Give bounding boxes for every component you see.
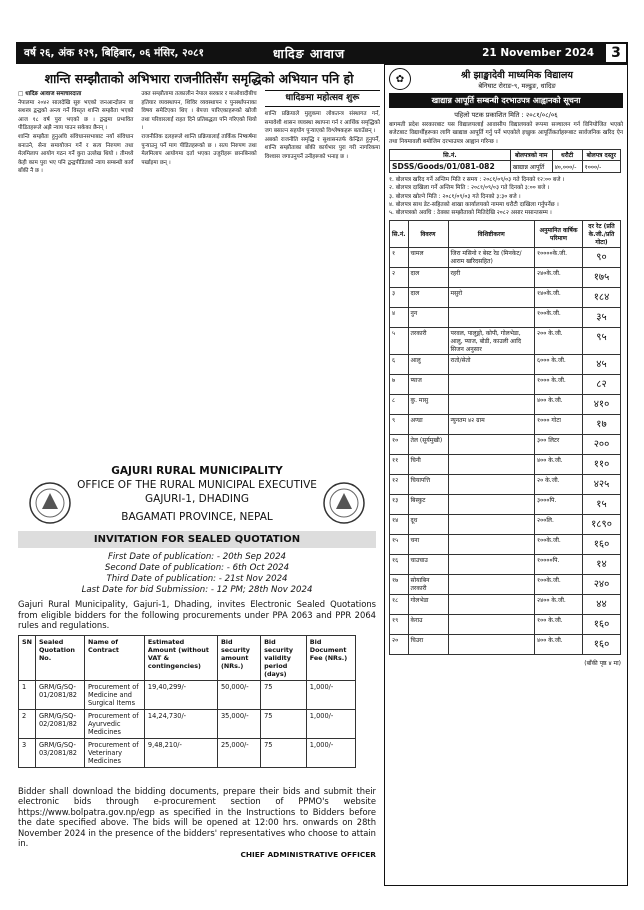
table-cell: परवल, पालुङ्गो, कोपी, गोलभेडा, आलु, प्याज, बोडी, काउली आदि सिजन अनुसार: [448, 328, 535, 355]
table-row: [390, 575, 621, 595]
table-cell: ११०: [583, 455, 621, 475]
masthead: [16, 42, 628, 64]
table-cell: १४: [583, 555, 621, 575]
table-cell: [448, 395, 535, 415]
table-cell: रहरी: [448, 268, 535, 288]
column-header: बोलपत्रको नाम: [510, 150, 552, 161]
table-cell: चियापत्ति: [408, 475, 448, 495]
table-cell: 3: [19, 738, 36, 767]
table-row: [19, 738, 356, 767]
table-cell: १७५: [583, 268, 621, 288]
table-cell: प्याज: [408, 375, 448, 395]
table-cell: २४०: [583, 575, 621, 595]
table-cell: १२: [390, 475, 409, 495]
table-row: [390, 475, 621, 495]
article-paragraph: उक्त सम्झौतामा तत्कालीन नेपाल सरकार र माओवादीबीच हतियार व्यवस्थापन, शिविर व्यवस्थापन र पुनर्स्थापनाका विषय समेटिएका थिए । बेपत्ता पारिएकाहरूको खोजी तथा परिवारलाई राहत दिने प्रतिबद्धता पनि गरिएको थियो ।: [141, 91, 257, 132]
items-table: [389, 220, 621, 655]
table-row: [390, 161, 621, 173]
table-cell: ३: [390, 288, 409, 308]
table-cell: [448, 308, 535, 328]
page-number: 3: [604, 42, 628, 64]
table-cell: दाल: [408, 268, 448, 288]
municipality-name: GAJURI RURAL MUNICIPALITY: [111, 465, 283, 477]
table-cell: १६०: [583, 635, 621, 655]
table-cell: Procurement of Medicine and Surgical Items: [85, 680, 145, 709]
article-dateline: □ धादिङ आवाज समाचारदाता: [18, 91, 82, 97]
festival-subheadline: धादिङमा महोत्सव शुरू: [265, 90, 380, 107]
english-date: 21 November 2024: [482, 47, 594, 59]
table-cell: [448, 435, 535, 455]
table-cell: १५: [583, 495, 621, 515]
quotation-table: [18, 635, 356, 768]
column-header: Bid Document Fee (NRs.): [306, 635, 355, 680]
table-cell: केराउ: [408, 615, 448, 635]
column-header: धरौटी: [552, 150, 582, 161]
article-paragraph: शान्ति प्रक्रियाले मुलुकमा लोकतन्त्र संस्थागत गर्न, समावेशी शासन व्यवस्था स्थापना गर्न र आर्थिक समृद्धिको जग बसाल्न सहयोग पुर्‍याएको विश्लेषकहरू बताउँछन् ।: [264, 111, 380, 135]
table-cell: सोयाबिन तरकारी: [408, 575, 448, 595]
table-row: [390, 308, 621, 328]
table-row: [390, 555, 621, 575]
table-row: [390, 515, 621, 535]
table-row: [390, 328, 621, 355]
table-cell: [448, 555, 535, 575]
table-cell: [448, 375, 535, 395]
table-cell: १८४: [583, 288, 621, 308]
table-cell: [448, 595, 535, 615]
article-paragraph: नेपालमा २०४२ सालदेखि सुरु भएको जनआन्दोलन वा सशस्त्र द्वन्द्वको अन्त्य गर्ने विस्तृत शान्ति सम्झौता भएको आज १८ वर्ष पुरा भएको छ । द्वन्द्वमा प्रभावित पीडितहरूले अझै न्याय पाउन सकेका छैनन् ।: [18, 99, 134, 132]
table-cell: 1,000/-: [306, 709, 355, 738]
table-row: [390, 395, 621, 415]
province-address: BAGAMATI PROVINCE, NEPAL: [121, 511, 273, 523]
table-cell: रातो/सेतो: [448, 355, 535, 375]
column-header: Bid security amount (NRs.): [217, 635, 260, 680]
table-cell: अण्डा: [408, 415, 448, 435]
article-paragraph: राजनीतिक दलहरूले शान्ति प्रक्रियालाई तार्किक निष्कर्षमा पुर्‍याउनु पर्ने माग पीडितहरूको छ । सत्य निरुपण तथा मेलमिलाप आयोगमा दर्ता भएका उजुरीहरू छानबिनको पर्खाइमा छन् ।: [141, 133, 257, 166]
publication-dates: [18, 552, 376, 596]
table-cell: ७: [390, 375, 409, 395]
table-row: [19, 709, 356, 738]
issue-info: वर्ष २६, अंक १२९, बिहिबार, ०६ मंसिर, २०८१: [24, 47, 205, 59]
table-cell: २: [390, 268, 409, 288]
column-header: Name of Contract: [85, 635, 145, 680]
table-cell: १०: [390, 435, 409, 455]
invitation-title: INVITATION FOR SEALED QUOTATION: [18, 531, 376, 548]
table-cell: ४०० के.जी.: [535, 635, 583, 655]
table-row: [390, 268, 621, 288]
table-cell: ४२५: [583, 475, 621, 495]
table-row: [390, 248, 621, 268]
table-row: [390, 455, 621, 475]
table-cell: चामल: [408, 248, 448, 268]
table-cell: गोलभेडा: [408, 595, 448, 615]
table-cell: २००: [583, 435, 621, 455]
table-cell: १००० गोटा: [535, 415, 583, 435]
table-cell: २० के.जी.: [535, 475, 583, 495]
table-cell: ४१०: [583, 395, 621, 415]
column-header: विवरण: [408, 221, 448, 248]
table-cell: जिरा मसिनो र बेस्ट रेड (मिनकेट/आराम खरिदसहित): [448, 248, 535, 268]
table-cell: न्युनतम ४२ ग्राम: [448, 415, 535, 435]
table-cell: चाउचाउ: [408, 555, 448, 575]
list-item: ५. बोलपत्रको अवधि : ठेक्का सम्झौताको मितिदेखि २०८२ असार मसान्तसम्म ।: [389, 210, 552, 217]
table-cell: नुन: [408, 308, 448, 328]
table-cell: १०००/-: [582, 161, 620, 173]
table-cell: ४०,०००/-: [552, 161, 582, 173]
nepal-emblem-icon: [28, 481, 72, 525]
table-header-row: [390, 150, 621, 161]
table-cell: १००००पि.: [535, 555, 583, 575]
table-cell: 2: [19, 709, 36, 738]
nepal-emblem-icon: [322, 481, 366, 525]
table-cell: 9,48,210/-: [144, 738, 217, 767]
column-header: सि.नं.: [390, 150, 511, 161]
table-cell: दूध: [408, 515, 448, 535]
table-cell: 75: [261, 709, 307, 738]
table-cell: १७: [583, 415, 621, 435]
table-cell: २०: [390, 635, 409, 655]
table-cell: १८९०: [583, 515, 621, 535]
table-cell: बिस्कुट: [408, 495, 448, 515]
article-paragraph: शान्ति सम्झौता हुनुअघि संविधानसभाबाट नयाँ संविधान बनाउने, सेना समायोजन गर्ने र सत्य निरुपण तथा मेलमिलाप आयोग गठन गर्ने कुरा उल्लेख थियो । तीमध्ये केही काम पुरा भए पनि द्वन्द्वपीडितको न्याय सम्बन्धी कार्य बाँकी नै छ ।: [18, 133, 134, 175]
school-header: [385, 65, 627, 90]
table-cell: ४: [390, 308, 409, 328]
table-cell: GRM/G/SQ-02/2081/82: [35, 709, 84, 738]
table-cell: ८: [390, 395, 409, 415]
column-header: अनुमानित वार्षिक परिमाण: [535, 221, 583, 248]
table-cell: दाल: [408, 288, 448, 308]
table-cell: ४०० के.जी.: [535, 395, 583, 415]
date-line: Last Date for bid Submission: - 12 PM; 28th Nov 2024: [81, 585, 313, 595]
continued-note: (बाँकी पृष्ठ ४ मा): [584, 660, 621, 668]
column-header: विशिष्टीकरण: [448, 221, 535, 248]
table-cell: GRM/G/SQ-03/2081/82: [35, 738, 84, 767]
article-body: [18, 90, 380, 456]
table-cell: ४४: [583, 595, 621, 615]
article-paragraph: अबको राजनीति समृद्धि र सुशासनतर्फ केन्द्रित हुनुपर्ने, शान्ति सम्झौताका बाँकी कार्यभार पुरा गरी नागरिकमा विश्वास जगाउनुपर्ने उनीहरूको भनाइ छ ।: [264, 136, 380, 160]
table-cell: ३५: [583, 308, 621, 328]
table-cell: १०० के.जी.: [535, 615, 583, 635]
table-row: [390, 535, 621, 555]
date-line: Second Date of publication: - 6th Oct 2024: [104, 563, 290, 573]
signatory-title: CHIEF ADMINISTRATIVE OFFICER: [240, 850, 376, 860]
column-header: बोलपत्र दस्तुर: [582, 150, 620, 161]
table-cell: ९५: [583, 328, 621, 355]
publication-date: पहिलो पटक प्रकाशित मिति : २०८१/०८/०६: [454, 111, 558, 119]
table-cell: 14,24,730/-: [144, 709, 217, 738]
table-cell: [448, 495, 535, 515]
table-cell: तरकारी: [408, 328, 448, 355]
table-cell: १५: [390, 535, 409, 555]
table-cell: ८२: [583, 375, 621, 395]
table-cell: 1,000/-: [306, 738, 355, 767]
table-cell: SDSS/Goods/01/081-082: [390, 161, 511, 173]
table-cell: GRM/G/SQ-01/2081/82: [35, 680, 84, 709]
date-line: Third Date of publication: - 21st Nov 2024: [106, 574, 288, 584]
table-cell: १७: [390, 575, 409, 595]
table-cell: 1,000/-: [306, 680, 355, 709]
table-cell: चिनी: [408, 455, 448, 475]
tender-instructions: Bidder shall download the bidding documents, prepare their bids and submit their electronic bids through e-procurement section of PPMO's website https://www.bolpatra.gov.np/egp as specified in the Instructions to Bidders before the date specified above. The bids will be opened at 12:00 hrs. onwards on 28th November 2024 in the presence of the bidders' representatives who choose to attain in.: [18, 785, 376, 849]
table-cell: १००के.जी.: [535, 308, 583, 328]
table-row: [390, 495, 621, 515]
school-quotation-notice: [384, 64, 628, 886]
table-row: [390, 355, 621, 375]
table-row: [390, 288, 621, 308]
table-row: [390, 415, 621, 435]
office-name: OFFICE OF THE RURAL MUNICIPAL EXECUTIVE: [77, 479, 317, 491]
table-cell: ४५: [583, 355, 621, 375]
table-cell: 75: [261, 738, 307, 767]
table-cell: [448, 475, 535, 495]
table-cell: 19,40,299/-: [144, 680, 217, 709]
column-header: Sealed Quotation No.: [35, 635, 84, 680]
table-cell: ९: [390, 415, 409, 435]
list-item: २. बोलपत्र दाखिला गर्ने अन्तिम मिति : २०८१/०९/०३ गते दिनको ३:०० बजे ।: [389, 185, 550, 192]
notice-title: खाद्यान्न आपूर्ति सम्बन्धी दरभाउपत्र आह्वानको सूचना: [389, 93, 623, 108]
table-cell: तेल (सूर्यमुखी): [408, 435, 448, 455]
list-item: १. बोलपत्र खरिद गर्ने अन्तिम मिति र समय : २०८१/०९/०३ गते दिनको १२:०० बजे ।: [389, 177, 565, 184]
list-item: ३. बोलपत्र खोल्ने मिति : २०८१/०९/०३ गते दिनको ३:३० बजे ।: [389, 193, 521, 200]
table-header-row: [390, 221, 621, 248]
table-cell: मसुरो: [448, 288, 535, 308]
table-row: [390, 615, 621, 635]
list-item: ४. बोलपत्र साथ डेट-सहितको शाखा कार्यालयको नाममा धरौटी दाखिला गर्नुपर्नेछ ।: [389, 201, 559, 208]
table-cell: १००००के.जी.: [535, 248, 583, 268]
table-cell: 50,000/-: [217, 680, 260, 709]
table-cell: चना: [408, 535, 448, 555]
table-cell: [448, 535, 535, 555]
school-name: श्री झाङ्खादेवी माध्यमिक विद्यालय: [461, 70, 573, 81]
table-cell: कु. मासु: [408, 395, 448, 415]
table-header-row: [19, 635, 356, 680]
table-cell: Procurement of Veterinary Medicines: [85, 738, 145, 767]
table-row: [19, 680, 356, 709]
table-cell: ६००० के.जी.: [535, 355, 583, 375]
date-line: First Date of publication: - 20th Sep 2024: [107, 552, 287, 562]
table-cell: [448, 455, 535, 475]
table-cell: ६: [390, 355, 409, 375]
table-cell: २००लि.: [535, 515, 583, 535]
bid-summary-table: [389, 149, 621, 173]
table-cell: ११: [390, 455, 409, 475]
school-address: बेनिघाट रोराङ-९, मल्ढुङ, धादिङ: [478, 82, 556, 90]
table-cell: १००० के.जी.: [535, 375, 583, 395]
table-row: [390, 635, 621, 655]
table-cell: [448, 615, 535, 635]
table-cell: १४०के.जी.: [535, 288, 583, 308]
column-header: SN: [19, 635, 36, 680]
newspaper-name: धादिङ आवाज: [272, 45, 346, 61]
table-cell: ३०० लिटर: [535, 435, 583, 455]
column-header: Estimated Amount (without VAT & contingencies): [144, 635, 217, 680]
table-cell: १६०: [583, 535, 621, 555]
school-logo-icon: ✿: [389, 68, 411, 90]
table-row: [390, 375, 621, 395]
table-cell: [448, 635, 535, 655]
table-cell: १३: [390, 495, 409, 515]
table-cell: २४०के.जी.: [535, 268, 583, 288]
table-cell: २०० के.जी.: [535, 328, 583, 355]
office-location: GAJURI-1, DHADING: [145, 493, 249, 505]
table-cell: [448, 575, 535, 595]
table-cell: १४: [390, 515, 409, 535]
table-cell: [448, 515, 535, 535]
column-header: सि.नं.: [390, 221, 409, 248]
table-cell: आलु: [408, 355, 448, 375]
table-cell: चिउरा: [408, 635, 448, 655]
table-cell: १००के.जी.: [535, 575, 583, 595]
table-cell: १६: [390, 555, 409, 575]
terms-list: [385, 176, 627, 217]
notice-intro: बागमती प्रदेश सरकारबाट यस विद्यालयलाई आवासीय विद्यालयको रूपमा सञ्चालन गर्न विनियोजित भएको बजेटबाट विद्यार्थीहरूका लागि खाद्यान्न आपूर्ति गर्नु पर्ने भएकोले इच्छुक आपूर्तिकर्ताहरूबाट सार्वजनिक खरिद ऐन तथा नियमावली बमोजिम दरभाउपत्र आह्वान गरिन्छ ।: [389, 122, 623, 145]
table-cell: Procurement of Ayurvedic Medicines: [85, 709, 145, 738]
gajuri-quotation-notice: [18, 463, 376, 858]
tender-intro: Gajuri Rural Municipality, Gajuri-1, Dhading, invites Electronic Sealed Quotations from eligible bidders for the following procurements under PPA 2063 and PPR 2064 rules and regulations.: [18, 599, 376, 630]
table-cell: ४०० के.जी.: [535, 455, 583, 475]
table-cell: 25,000/-: [217, 738, 260, 767]
article-headline: शान्ति सम्झौताको अभिभारा राजनीतिसँग समृद्धिको अभियान पनि हो: [44, 71, 354, 86]
table-cell: 75: [261, 680, 307, 709]
table-cell: 1: [19, 680, 36, 709]
table-cell: १: [390, 248, 409, 268]
table-cell: 35,000/-: [217, 709, 260, 738]
table-cell: १८: [390, 595, 409, 615]
table-cell: २४०० के.जी.: [535, 595, 583, 615]
table-cell: ३०००पि.: [535, 495, 583, 515]
table-cell: ९०: [583, 248, 621, 268]
table-row: [390, 435, 621, 455]
column-header: दर रेट (प्रति के.जी./प्रति गोटा): [583, 221, 621, 248]
table-cell: खाद्यान्न आपूर्ति: [510, 161, 552, 173]
table-cell: १००के.जी.: [535, 535, 583, 555]
table-row: [390, 595, 621, 615]
table-cell: ५: [390, 328, 409, 355]
column-header: Bid security validity period (days): [261, 635, 307, 680]
table-cell: १६०: [583, 615, 621, 635]
table-cell: १९: [390, 615, 409, 635]
